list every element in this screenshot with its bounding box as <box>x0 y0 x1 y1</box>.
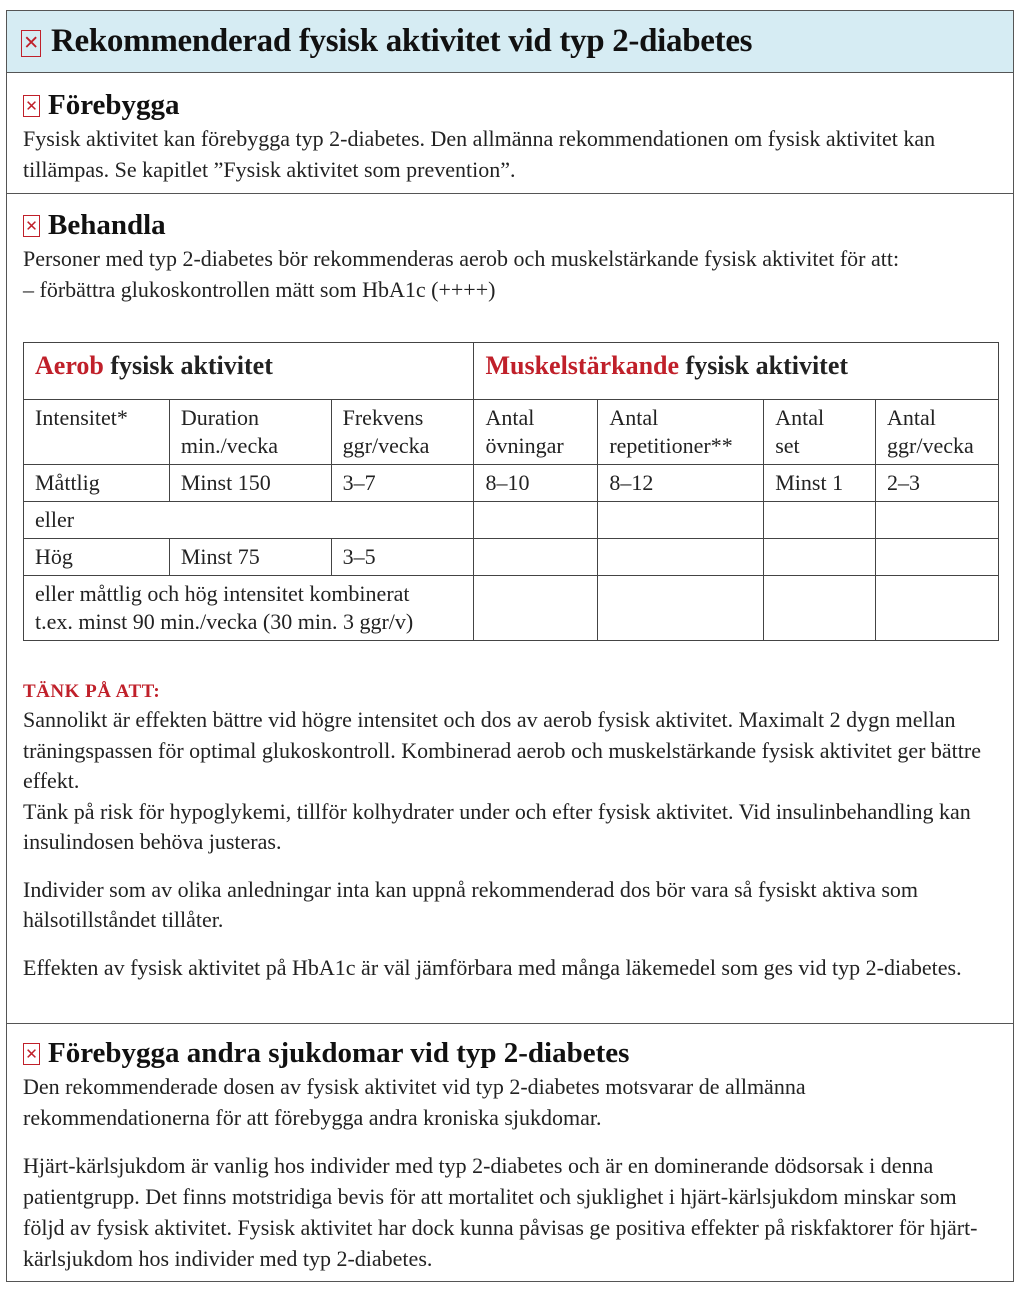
col-duration <box>169 400 331 465</box>
table-row <box>24 465 999 502</box>
checkbox-mark-icon: ✕ <box>21 30 41 57</box>
cell-kombinerat <box>24 576 474 641</box>
table-row <box>24 502 999 539</box>
col-label: Antal <box>609 405 659 430</box>
cell-frekvens: 3–7 <box>331 465 474 502</box>
col-label: Intensitet* <box>35 405 128 430</box>
col-label: ggr/vecka <box>342 433 430 458</box>
empty-cell <box>474 539 598 576</box>
section-behandla <box>7 207 1013 305</box>
col-intensitet <box>24 400 170 465</box>
table-row <box>24 539 999 576</box>
andra-p1: Den rekommenderade dosen av fysisk aktivitet vid typ 2-diabetes motsvarar de allmänna rekommendationerna för att förebygga andra kroniska sjukdomar. <box>23 1074 806 1130</box>
col-ggr <box>876 400 999 465</box>
title-bar <box>7 11 1013 73</box>
recommendation-box <box>6 10 1014 1282</box>
col-label: Duration <box>180 405 260 430</box>
heading-text: Förebygga <box>48 89 180 121</box>
empty-cell <box>764 502 876 539</box>
empty-cell <box>598 502 764 539</box>
forebygga-text: Fysisk aktivitet kan förebygga typ 2-diabetes. Den allmänna rekommendationen om fysisk aktivitet kan tillämpas. Se kapitlet ”Fysisk aktivitet som prevention”. <box>23 126 936 182</box>
cell-duration: Minst 75 <box>169 539 331 576</box>
col-frekvens <box>331 400 474 465</box>
tank-p3: Individer som av olika anledningar inta kan uppnå rekommenderad dos bör vara så fysiskt aktiva som hälsotillståndet tillåter. <box>23 876 919 932</box>
section-heading-behandla <box>23 207 997 243</box>
col-label: Antal <box>775 405 825 430</box>
col-label: ggr/vecka <box>887 433 974 458</box>
muskel-highlight: Muskelstärkande <box>485 351 680 380</box>
behandla-intro: Personer med typ 2-diabetes bör rekommenderas aerob och muskelstärkande fysisk aktivitet för att: <box>23 246 900 271</box>
table-header-row <box>24 343 999 400</box>
cell-frekvens: 3–5 <box>331 539 474 576</box>
col-set <box>764 400 876 465</box>
andra-p2: Hjärt-kärlsjukdom är vanlig hos individer med typ 2-diabetes och är en dominerande dödsorsak i denna patientgrupp. Det finns motstridiga bevis för att mortalitet och sjuklighet i hjärt-kärlsjukdom minskar som följd av fysisk aktivitet. Fysisk aktivitet har dock kunna påvisas ge positiva effekter på riskfaktorer för hjärt-kärlsjukdom hos individer med typ 2-diabetes. <box>23 1153 978 1271</box>
aerob-rest: fysisk aktivitet <box>103 351 273 380</box>
muskel-rest: fysisk aktivitet <box>679 351 849 380</box>
col-label: set <box>775 433 800 458</box>
col-label: Frekvens <box>342 405 424 430</box>
section-andra-sjukdomar <box>7 1035 1013 1274</box>
empty-cell <box>474 576 598 641</box>
tank-heading: TÄNK PÅ ATT: <box>23 681 161 702</box>
empty-cell <box>474 502 598 539</box>
cell-intensitet: Måttlig <box>24 465 170 502</box>
col-repetitioner <box>598 400 764 465</box>
table-row <box>24 576 999 641</box>
cell-ggr: 2–3 <box>876 465 999 502</box>
empty-cell <box>876 502 999 539</box>
checkbox-mark-icon: ✕ <box>23 215 40 237</box>
cell-set: Minst 1 <box>764 465 876 502</box>
empty-cell <box>876 539 999 576</box>
empty-cell <box>598 539 764 576</box>
empty-cell <box>764 539 876 576</box>
section-divider <box>7 1023 1013 1024</box>
section-forebygga <box>7 87 1013 185</box>
tank-p1: Sannolikt är effekten bättre vid högre intensitet och dos av aerob fysisk aktivitet. Maximalt 2 dygn mellan träningspassen för optimal glukoskontroll. Kombinerad aerob och muskelstärkande fysisk aktivitet ger bättre effekt. <box>23 707 981 793</box>
tank-p4: Effekten av fysisk aktivitet på HbA1c är väl jämförbara med många läkemedel som ges vid typ 2-diabetes. <box>23 954 962 980</box>
cell-intensitet: Hög <box>24 539 170 576</box>
col-label: min./vecka <box>180 433 278 458</box>
heading-text: Behandla <box>48 209 166 241</box>
cell-duration: Minst 150 <box>169 465 331 502</box>
page-title <box>21 23 752 60</box>
aerob-highlight: Aerob <box>35 351 104 380</box>
heading-text: Förebygga andra sjukdomar vid typ 2-diabetes <box>48 1037 630 1069</box>
cell-repetitioner: 8–12 <box>598 465 764 502</box>
col-ovningar <box>474 400 598 465</box>
checkbox-mark-icon: ✕ <box>23 95 40 117</box>
col-label: Antal <box>485 405 535 430</box>
activity-table <box>23 342 999 641</box>
section-heading-forebygga <box>23 87 997 123</box>
kombinerat-line: t.ex. minst 90 min./vecka (30 min. 3 ggr/v) <box>35 609 414 634</box>
empty-cell <box>598 576 764 641</box>
empty-cell <box>876 576 999 641</box>
empty-cell <box>764 576 876 641</box>
section-divider <box>7 193 1013 194</box>
checkbox-mark-icon: ✕ <box>23 1043 40 1065</box>
aerob-header <box>24 343 474 400</box>
page-title-text: Rekommenderad fysisk aktivitet vid typ 2-diabetes <box>51 23 753 59</box>
kombinerat-line: eller måttlig och hög intensitet kombinerat <box>35 581 410 606</box>
col-label: repetitioner** <box>609 433 733 458</box>
col-label: övningar <box>485 433 564 458</box>
muskel-header <box>474 343 999 400</box>
cell-eller: eller <box>24 502 474 539</box>
section-heading-andra <box>23 1035 997 1071</box>
table-column-row <box>24 400 999 465</box>
col-label: Antal <box>887 405 936 430</box>
tank-p2: Tänk på risk för hypoglykemi, tillför kolhydrater under och efter fysisk aktivitet. Vid insulinbehandling kan insulindosen behöva justeras. <box>23 798 971 854</box>
section-tank-pa-att <box>7 679 1013 983</box>
behandla-bullet: – förbättra glukoskontrollen mätt som HbA1c (++++) <box>23 277 496 302</box>
cell-ovningar: 8–10 <box>474 465 598 502</box>
